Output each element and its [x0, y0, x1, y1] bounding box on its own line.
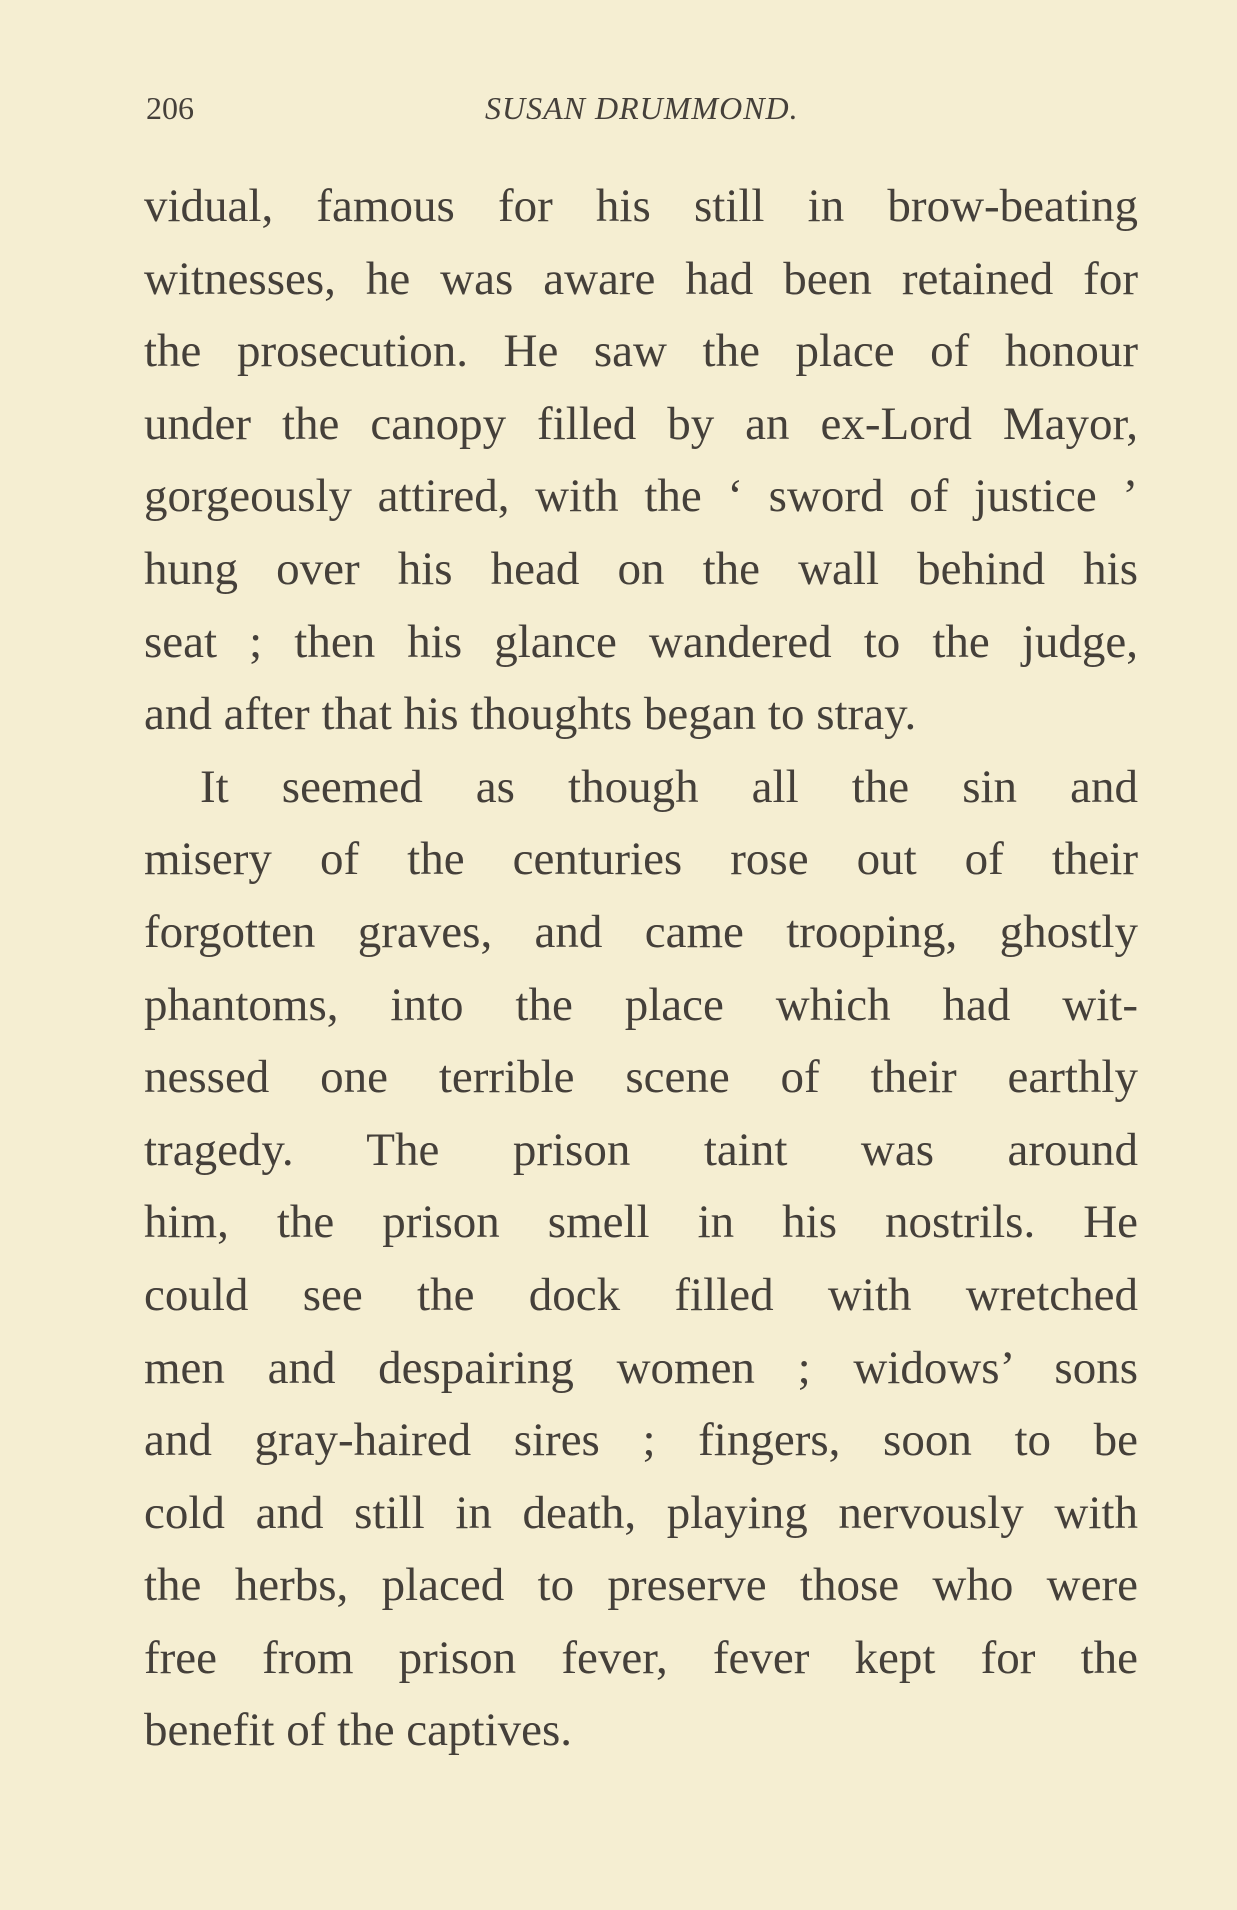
- text-line: gorgeously attired, with the ‘ sword of justice ’: [144, 470, 1138, 523]
- text-line: could see the dock filled with wretched: [144, 1268, 1138, 1321]
- text-line: vidual, famous for his still in brow-beating: [144, 180, 1138, 232]
- text-line: hung over his head on the wall behind his: [144, 542, 1138, 595]
- text-line: tragedy. The prison taint was around: [144, 1123, 1138, 1176]
- text-line: and gray-haired sires ; fingers, soon to be: [144, 1414, 1138, 1467]
- text-line: phantoms, into the place which had wit-: [144, 978, 1138, 1031]
- text-line: misery of the centuries rose out of their: [144, 833, 1138, 886]
- text-line: the herbs, placed to preserve those who were: [144, 1559, 1138, 1612]
- text-line: under the canopy filled by an ex-Lord Mayor,: [144, 397, 1138, 450]
- text-line: benefit of the captives.: [144, 1704, 573, 1757]
- text-line: the prosecution. He saw the place of honour: [144, 325, 1138, 378]
- text-line: nessed one terrible scene of their earthly: [144, 1051, 1138, 1104]
- text-line: him, the prison smell in his nostrils. He: [144, 1196, 1138, 1249]
- running-title: SUSAN DRUMMOND.: [485, 90, 799, 126]
- text-line: and after that his thoughts began to stray.: [144, 688, 917, 741]
- text-line: seat ; then his glance wandered to the judge,: [144, 615, 1138, 668]
- text-line: witnesses, he was aware had been retained for: [144, 252, 1138, 305]
- text-line: men and despairing women ; widows’ sons: [144, 1341, 1138, 1394]
- text-line: It seemed as though all the sin and: [200, 760, 1138, 813]
- body-text: [144, 170, 1138, 1767]
- text-line: free from prison fever, fever kept for the: [144, 1631, 1138, 1684]
- text-line: forgotten graves, and came trooping, ghostly: [144, 905, 1138, 958]
- text-line: cold and still in death, playing nervously with: [144, 1486, 1138, 1539]
- page-number: 206: [146, 90, 194, 126]
